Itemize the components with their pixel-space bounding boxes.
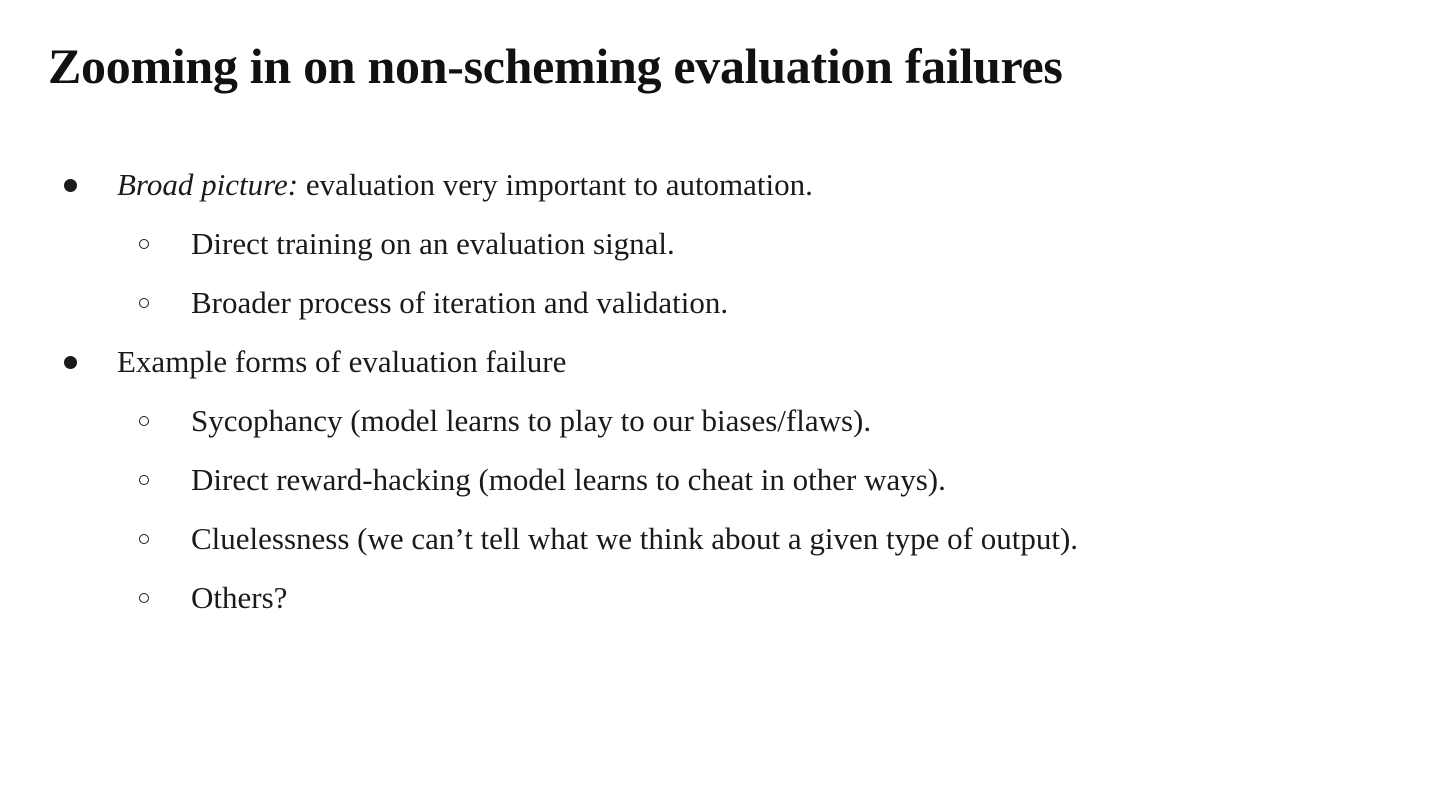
- bullet-lead: Broad picture:: [117, 167, 299, 202]
- sub-bullet-text: Broader process of iteration and validation.: [191, 285, 729, 320]
- hollow-bullet-icon: [134, 283, 154, 323]
- bullet-text: [117, 342, 566, 382]
- sub-bullet-text: Direct training on an evaluation signal.: [191, 226, 675, 261]
- hollow-bullet-icon: [134, 401, 154, 441]
- sub-bullet-text: Cluelessness (we can’t tell what we think about a given type of output).: [191, 521, 1079, 556]
- sub-bullet-text: Sycophancy (model learns to play to our biases/flaws).: [191, 403, 872, 438]
- hollow-bullet-icon: [134, 519, 154, 559]
- sub-bullet-text: Others?: [191, 580, 288, 615]
- slide-title: Zooming in on non-scheming evaluation failures: [48, 38, 1063, 94]
- bullet-body: Example forms of evaluation failure: [117, 344, 567, 379]
- hollow-bullet-icon: [134, 460, 154, 500]
- filled-bullet-icon: [60, 342, 80, 382]
- bullet-text: [117, 165, 813, 205]
- hollow-bullet-icon: [134, 224, 154, 264]
- filled-bullet-icon: [60, 165, 80, 205]
- hollow-bullet-icon: [134, 578, 154, 618]
- bullet-body: evaluation very important to automation.: [298, 167, 813, 202]
- sub-bullet-text: Direct reward-hacking (model learns to cheat in other ways).: [191, 462, 946, 497]
